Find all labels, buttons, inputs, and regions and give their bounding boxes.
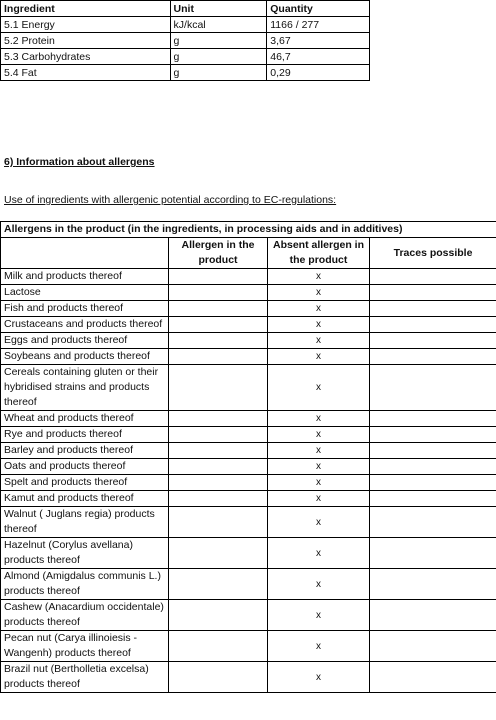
allergen-traces-cell: [370, 569, 496, 600]
allergen-present-cell: [169, 600, 268, 631]
allergen-name-cell: Pecan nut (Carya illinoiesis - Wangenh) products thereof: [1, 631, 169, 662]
allergen-name-cell: Milk and products thereof: [1, 269, 169, 285]
allergen-present-cell: [169, 507, 268, 538]
allergen-row: [1, 411, 496, 427]
allergen-table: [0, 221, 496, 693]
allergen-traces-cell: [370, 538, 496, 569]
allergen-absent-cell: x: [268, 301, 370, 317]
nutrition-row: [1, 17, 370, 33]
allergen-row: [1, 631, 496, 662]
allergen-absent-cell: x: [268, 631, 370, 662]
allergen-traces-cell: [370, 269, 496, 285]
allergen-traces-cell: [370, 411, 496, 427]
allergen-present-cell: [169, 443, 268, 459]
allergen-row: [1, 475, 496, 491]
allergen-present-cell: [169, 285, 268, 301]
allergen-absent-cell: x: [268, 569, 370, 600]
allergen-name-cell: Brazil nut (Bertholletia excelsa) products thereof: [1, 662, 169, 693]
allergen-name-cell: Eggs and products thereof: [1, 333, 169, 349]
nutrition-ingredient-cell: 5.4 Fat: [1, 65, 171, 81]
allergen-present-cell: [169, 427, 268, 443]
nutrition-row: [1, 33, 370, 49]
allergen-name-cell: Crustaceans and products thereof: [1, 317, 169, 333]
allergen-absent-cell: x: [268, 491, 370, 507]
allergen-name-cell: Wheat and products thereof: [1, 411, 169, 427]
allergen-header-absent: Absent allergen in the product: [268, 238, 370, 269]
allergen-name-cell: Barley and products thereof: [1, 443, 169, 459]
allergen-traces-cell: [370, 285, 496, 301]
allergen-name-cell: Kamut and products thereof: [1, 491, 169, 507]
nutrition-unit-cell: g: [170, 65, 267, 81]
allergen-absent-cell: x: [268, 349, 370, 365]
allergen-traces-cell: [370, 491, 496, 507]
allergen-absent-cell: x: [268, 285, 370, 301]
allergen-present-cell: [169, 538, 268, 569]
allergen-traces-cell: [370, 459, 496, 475]
allergen-traces-cell: [370, 443, 496, 459]
nutrition-quantity-cell: 1166 / 277: [267, 17, 370, 33]
allergen-row: [1, 427, 496, 443]
allergen-header-traces: Traces possible: [370, 238, 496, 269]
allergen-traces-cell: [370, 662, 496, 693]
allergen-name-cell: Soybeans and products thereof: [1, 349, 169, 365]
allergen-name-cell: Hazelnut (Corylus avellana) products thereof: [1, 538, 169, 569]
allergen-present-cell: [169, 411, 268, 427]
allergen-traces-cell: [370, 365, 496, 411]
allergen-traces-cell: [370, 600, 496, 631]
allergen-absent-cell: x: [268, 459, 370, 475]
allergen-table-title: Allergens in the product (in the ingredients, in processing aids and in additives): [1, 222, 496, 238]
allergen-traces-cell: [370, 631, 496, 662]
nutrition-header-ingredient: Ingredient: [1, 1, 171, 17]
allergen-present-cell: [169, 349, 268, 365]
allergen-absent-cell: x: [268, 662, 370, 693]
allergen-traces-cell: [370, 427, 496, 443]
allergen-row: [1, 600, 496, 631]
nutrition-unit-cell: kJ/kcal: [170, 17, 267, 33]
allergen-row: [1, 459, 496, 475]
allergen-title-row: [1, 222, 496, 238]
nutrition-header-quantity: Quantity: [267, 1, 370, 17]
allergen-row: [1, 538, 496, 569]
nutrition-table: [0, 0, 370, 81]
allergen-header-name: [1, 238, 169, 269]
allergen-row: [1, 301, 496, 317]
allergen-present-cell: [169, 317, 268, 333]
allergen-traces-cell: [370, 301, 496, 317]
allergen-present-cell: [169, 662, 268, 693]
allergen-absent-cell: x: [268, 411, 370, 427]
allergen-section-heading: 6) Information about allergens: [4, 156, 155, 168]
allergen-present-cell: [169, 475, 268, 491]
allergen-row: [1, 269, 496, 285]
allergen-intro-text: Use of ingredients with allergenic potential according to EC-regulations:: [4, 194, 337, 206]
allergen-traces-cell: [370, 349, 496, 365]
allergen-absent-cell: x: [268, 600, 370, 631]
allergen-row: [1, 507, 496, 538]
nutrition-ingredient-cell: 5.3 Carbohydrates: [1, 49, 171, 65]
allergen-present-cell: [169, 491, 268, 507]
allergen-absent-cell: x: [268, 443, 370, 459]
allergen-row: [1, 349, 496, 365]
allergen-present-cell: [169, 301, 268, 317]
nutrition-quantity-cell: 0,29: [267, 65, 370, 81]
allergen-name-cell: Lactose: [1, 285, 169, 301]
nutrition-ingredient-cell: 5.1 Energy: [1, 17, 171, 33]
allergen-absent-cell: x: [268, 475, 370, 491]
allergen-header-present: Allergen in the product: [169, 238, 268, 269]
allergen-row: [1, 365, 496, 411]
allergen-name-cell: Fish and products thereof: [1, 301, 169, 317]
allergen-present-cell: [169, 333, 268, 349]
allergen-name-cell: Almond (Amigdalus communis L.) products thereof: [1, 569, 169, 600]
allergen-name-cell: Oats and products thereof: [1, 459, 169, 475]
nutrition-header-unit: Unit: [170, 1, 267, 17]
allergen-traces-cell: [370, 317, 496, 333]
allergen-traces-cell: [370, 507, 496, 538]
allergen-present-cell: [169, 459, 268, 475]
allergen-absent-cell: x: [268, 269, 370, 285]
allergen-name-cell: Cashew (Anacardium occidentale) products thereof: [1, 600, 169, 631]
allergen-name-cell: Rye and products thereof: [1, 427, 169, 443]
nutrition-quantity-cell: 46,7: [267, 49, 370, 65]
allergen-absent-cell: x: [268, 317, 370, 333]
allergen-absent-cell: x: [268, 507, 370, 538]
allergen-name-cell: Walnut ( Juglans regia) products thereof: [1, 507, 169, 538]
allergen-traces-cell: [370, 333, 496, 349]
allergen-row: [1, 569, 496, 600]
nutrition-unit-cell: g: [170, 49, 267, 65]
allergen-absent-cell: x: [268, 333, 370, 349]
nutrition-row: [1, 65, 370, 81]
allergen-row: [1, 333, 496, 349]
allergen-present-cell: [169, 631, 268, 662]
allergen-absent-cell: x: [268, 427, 370, 443]
allergen-present-cell: [169, 365, 268, 411]
allergen-present-cell: [169, 569, 268, 600]
allergen-name-cell: Spelt and products thereof: [1, 475, 169, 491]
allergen-traces-cell: [370, 475, 496, 491]
nutrition-header-row: [1, 1, 370, 17]
allergen-row: [1, 443, 496, 459]
allergen-row: [1, 285, 496, 301]
allergen-row: [1, 317, 496, 333]
nutrition-row: [1, 49, 370, 65]
allergen-absent-cell: x: [268, 365, 370, 411]
nutrition-quantity-cell: 3,67: [267, 33, 370, 49]
allergen-name-cell: Cereals containing gluten or their hybridised strains and products thereof: [1, 365, 169, 411]
allergen-present-cell: [169, 269, 268, 285]
allergen-absent-cell: x: [268, 538, 370, 569]
allergen-header-row: [1, 238, 496, 269]
nutrition-unit-cell: g: [170, 33, 267, 49]
nutrition-ingredient-cell: 5.2 Protein: [1, 33, 171, 49]
allergen-row: [1, 491, 496, 507]
allergen-row: [1, 662, 496, 693]
